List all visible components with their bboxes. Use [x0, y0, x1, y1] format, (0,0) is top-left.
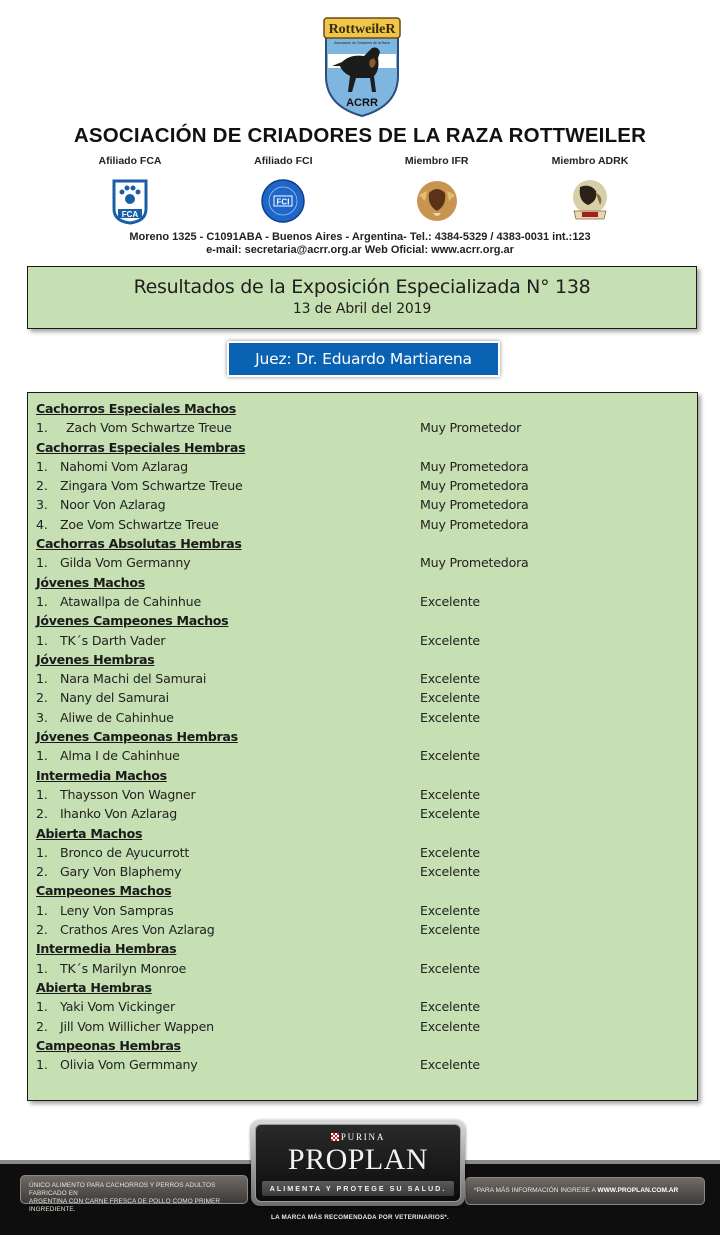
- category-title: Jóvenes Campeones Machos: [36, 613, 229, 629]
- result-row: [36, 495, 697, 514]
- category-section: [36, 650, 697, 727]
- result-row: [36, 901, 697, 920]
- svg-text:Asociación de Criadores de la: Asociación de Criadores de la Raza: [334, 41, 390, 45]
- dog-name: Nany del Samurai: [60, 690, 169, 706]
- grade: Excelente: [420, 786, 480, 802]
- category-section: [36, 399, 697, 438]
- result-row: [36, 804, 697, 823]
- category-title: Abierta Machos: [36, 825, 143, 841]
- result-row: [36, 418, 697, 437]
- result-row: [36, 862, 697, 881]
- category-title: Cachorras Especiales Hembras: [36, 439, 246, 455]
- adrk-globe-badge-icon: [566, 177, 614, 225]
- result-row: [36, 785, 697, 804]
- rank: 2.: [36, 806, 48, 822]
- result-row: [36, 746, 697, 765]
- ad-left-line1: ÚNICO ALIMENTO PARA CACHORROS Y PERROS ADULTOS FABRICADO EN: [29, 1182, 216, 1197]
- grade: Excelente: [420, 632, 480, 648]
- rank: 1.: [36, 632, 48, 648]
- affiliation-adrk: [520, 155, 660, 225]
- category-section: [36, 766, 697, 824]
- svg-text:RottweileR: RottweileR: [328, 22, 396, 37]
- affiliation-label: Afiliado FCI: [254, 155, 313, 167]
- affiliation-fca: [60, 155, 200, 225]
- result-row: [36, 997, 697, 1016]
- rank: 4.: [36, 516, 48, 532]
- ifr-globe-badge-icon: [413, 177, 461, 225]
- dog-name: Atawallpa de Cahinhue: [60, 593, 202, 609]
- category-title: Campeonas Hembras: [36, 1037, 181, 1053]
- result-row: [36, 1055, 697, 1074]
- dog-name: Olivia Vom Germmany: [60, 1057, 198, 1073]
- rank: 1.: [36, 671, 48, 687]
- category-title: Jóvenes Campeonas Hembras: [36, 729, 238, 745]
- category-title: Intermedia Machos: [36, 767, 167, 783]
- result-row: [36, 1017, 697, 1036]
- email-web-line: e-mail: secretaria@acrr.org.ar Web Oficial: www.acrr.org.ar: [206, 244, 514, 256]
- result-row: [36, 669, 697, 688]
- rank: 2.: [36, 922, 48, 938]
- dog-name: Jill Vom Willicher Wappen: [60, 1018, 214, 1034]
- grade: Excelente: [420, 748, 480, 764]
- proplan-logo-inner: [255, 1124, 461, 1202]
- category-section: [36, 824, 697, 882]
- grade: Muy Prometedor: [420, 420, 522, 436]
- affiliation-label: Afiliado FCA: [98, 155, 162, 167]
- ad-right-message: [465, 1177, 705, 1205]
- dog-name: Nahomi Vom Azlarag: [60, 458, 188, 474]
- rank: 1.: [36, 593, 48, 609]
- grade: Excelente: [420, 709, 480, 725]
- result-row: [36, 843, 697, 862]
- grade: Excelente: [420, 1018, 480, 1034]
- dog-name: TK´s Darth Vader: [60, 632, 166, 648]
- grade: Excelente: [420, 902, 480, 918]
- svg-text:ACRR: ACRR: [346, 97, 378, 109]
- rank: 1.: [36, 960, 48, 976]
- grade: Muy Prometedora: [420, 516, 529, 532]
- purina-wordmark: [256, 1132, 460, 1142]
- rank: 2.: [36, 690, 48, 706]
- grade: Excelente: [420, 671, 480, 687]
- dog-name: Noor Von Azlarag: [60, 497, 166, 513]
- ad-right-text: *PARA MÁS INFORMACIÓN INGRESE A: [474, 1187, 598, 1194]
- category-title: Jóvenes Machos: [36, 574, 145, 590]
- dog-name: Gary Von Blaphemy: [60, 864, 182, 880]
- dog-name: Zoe Vom Schwartze Treue: [60, 516, 219, 532]
- purina-label: PURINA: [340, 1132, 386, 1142]
- category-title: Campeones Machos: [36, 883, 172, 899]
- category-section: [36, 534, 697, 573]
- category-section: [36, 978, 697, 1036]
- acrr-logo: [320, 14, 404, 118]
- result-row: [36, 457, 697, 476]
- purina-checkerboard-icon: [331, 1133, 339, 1141]
- results-list: [27, 392, 698, 1101]
- grade: Muy Prometedora: [420, 555, 529, 571]
- rottweiler-shield-icon: [320, 14, 404, 118]
- category-section: [36, 727, 697, 766]
- affiliation-label: Miembro IFR: [404, 155, 469, 167]
- ad-url: WWW.PROPLAN.COM.AR: [597, 1187, 679, 1194]
- result-row: [36, 515, 697, 534]
- dog-name: Crathos Ares Von Azlarag: [60, 922, 215, 938]
- result-row: [36, 708, 697, 727]
- grade: Excelente: [420, 1057, 480, 1073]
- dog-name: Nara Machi del Samurai: [60, 671, 207, 687]
- rank: 1.: [36, 844, 48, 860]
- rank: 2.: [36, 478, 48, 494]
- rank: 3.: [36, 497, 48, 513]
- judge-label: Juez: Dr. Eduardo Martiarena: [227, 341, 500, 377]
- dog-name: Alma I de Cahinhue: [60, 748, 180, 764]
- result-row: [36, 631, 697, 650]
- rank: 3.: [36, 709, 48, 725]
- category-title: Cachorras Absolutas Hembras: [36, 536, 242, 552]
- grade: Excelente: [420, 844, 480, 860]
- grade: Excelente: [420, 690, 480, 706]
- dog-name: Bronco de Ayucurrott: [60, 844, 190, 860]
- rank: 1.: [36, 748, 48, 764]
- address-line: Moreno 1325 - C1091ABA - Buenos Aires - Argentina- Tel.: 4384-5329 / 4383-0031 int.:123: [129, 231, 591, 243]
- rank: 1.: [36, 1057, 48, 1073]
- dog-name: TK´s Marilyn Monroe: [60, 960, 187, 976]
- dog-name: Thaysson Von Wagner: [60, 786, 196, 802]
- grade: Muy Prometedora: [420, 478, 529, 494]
- dog-name: Gilda Vom Germanny: [60, 555, 191, 571]
- ad-bottom-text: LA MARCA MÁS RECOMENDADA POR VETERINARIOS*.: [271, 1214, 449, 1221]
- result-row: [36, 592, 697, 611]
- grade: Excelente: [420, 960, 480, 976]
- result-row: [36, 920, 697, 939]
- dog-name: Zach Vom Schwartze Treue: [66, 420, 232, 436]
- fci-globe-badge-icon: [259, 177, 307, 225]
- page-title: Resultados de la Exposición Especializada N° 138: [133, 276, 591, 298]
- grade: Muy Prometedora: [420, 497, 529, 513]
- fca-paw-badge-icon: [106, 177, 154, 225]
- rank: 2.: [36, 1018, 48, 1034]
- rank: 1.: [36, 902, 48, 918]
- result-row: [36, 959, 697, 978]
- affiliation-ifr: [367, 155, 507, 225]
- dog-name: Aliwe de Cahinhue: [60, 709, 174, 725]
- rank: 1.: [36, 786, 48, 802]
- grade: Excelente: [420, 806, 480, 822]
- category-title: Cachorros Especiales Machos: [36, 401, 236, 416]
- proplan-logo: [251, 1120, 465, 1206]
- ad-left-line2: ARGENTINA CON CARNE FRESCA DE POLLO COMO PRIMER INGREDIENTE.: [29, 1198, 221, 1213]
- category-section: [36, 573, 697, 612]
- rank: 2.: [36, 864, 48, 880]
- category-title: Abierta Hembras: [36, 979, 152, 995]
- affiliation-label: Miembro ADRK: [551, 155, 629, 167]
- grade: Excelente: [420, 999, 480, 1015]
- result-row: [36, 553, 697, 572]
- affiliation-fci: [213, 155, 353, 225]
- category-title: Intermedia Hembras: [36, 941, 177, 957]
- results-title-banner: [27, 266, 697, 329]
- rank: 1.: [36, 555, 48, 571]
- category-section: [36, 1036, 697, 1075]
- dog-name: Ihanko Von Azlarag: [60, 806, 178, 822]
- rank: 1.: [36, 458, 48, 474]
- dog-name: Yaki Vom Vickinger: [60, 999, 175, 1015]
- dog-name: Leny Von Sampras: [60, 902, 174, 918]
- organization-title: ASOCIACIÓN DE CRIADORES DE LA RAZA ROTTWEILER: [73, 124, 647, 147]
- rank: 1.: [36, 420, 48, 436]
- grade: Excelente: [420, 922, 480, 938]
- category-section: [36, 881, 697, 939]
- event-date: 13 de Abril del 2019: [292, 301, 432, 317]
- category-title: Jóvenes Hembras: [36, 651, 155, 667]
- result-row: [36, 476, 697, 495]
- svg-text:FCA: FCA: [121, 210, 139, 219]
- grade: Excelente: [420, 593, 480, 609]
- category-section: [36, 438, 697, 534]
- category-section: [36, 939, 697, 978]
- ad-left-message: [20, 1175, 248, 1213]
- svg-text:FCI: FCI: [276, 197, 290, 207]
- affiliations-row: [60, 155, 660, 225]
- rank: 1.: [36, 999, 48, 1015]
- grade: Muy Prometedora: [420, 458, 529, 474]
- dog-name: Zingara Vom Schwartze Treue: [60, 478, 243, 494]
- category-section: [36, 611, 697, 650]
- proplan-wordmark: PROPLAN: [287, 1143, 429, 1176]
- contact-address: [0, 231, 720, 257]
- result-row: [36, 688, 697, 707]
- grade: Excelente: [420, 864, 480, 880]
- proplan-tagline: ALIMENTA Y PROTEGE SU SALUD.: [262, 1181, 454, 1196]
